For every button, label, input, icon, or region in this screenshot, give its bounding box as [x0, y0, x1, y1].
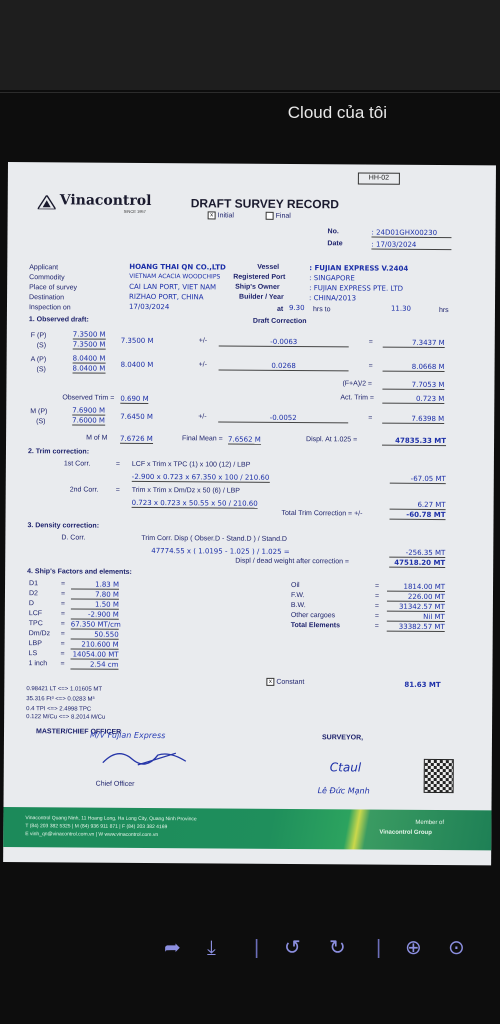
- footer-group: Vinacontrol Group: [379, 829, 432, 836]
- factor-value: 7.80 M: [71, 590, 119, 599]
- date-label: Date: [327, 240, 343, 248]
- ship-factors-list: [8, 162, 496, 165]
- builder-label: Builder / Year: [239, 293, 284, 301]
- constant-item: [266, 678, 304, 686]
- displ-after-label: Displ / dead weight after correction =: [235, 557, 350, 566]
- header-divider: [0, 92, 500, 93]
- a-corrected: 8.0668 M: [383, 363, 445, 372]
- mp-label: M (P): [30, 408, 48, 416]
- rotate-icon[interactable]: ↺: [284, 937, 301, 959]
- element-equals: =: [374, 592, 380, 600]
- brand-since: SINCE 1957: [123, 208, 146, 214]
- element-equals: =: [374, 622, 379, 630]
- act-trim-label: Act. Trim =: [340, 394, 375, 402]
- conversion-3: 0.4 TPI <=> 2.4998 TPC: [26, 706, 92, 713]
- factor-equals: =: [60, 600, 66, 608]
- factor-key: D: [28, 600, 35, 608]
- factor-equals: =: [60, 610, 65, 618]
- vessel-value: : FUJIAN EXPRESS V.2404: [309, 264, 409, 273]
- download-icon[interactable]: ⤓: [207, 937, 216, 959]
- place-label: Place of survey: [29, 284, 78, 292]
- element-equals: =: [374, 602, 380, 610]
- qr-code-icon: [424, 759, 454, 793]
- factor-key: 1 inch: [28, 660, 48, 668]
- factor-value: -2.900 M: [71, 610, 119, 619]
- factor-value: 1.83 M: [71, 580, 119, 589]
- mofm-label: M of M: [86, 434, 108, 442]
- factor-key: D1: [29, 580, 39, 588]
- refresh-icon[interactable]: ↻: [329, 937, 346, 959]
- density-correction-heading: 3. Density correction:: [27, 522, 100, 530]
- toolbar-divider-2: |: [376, 937, 382, 959]
- first-correction-label: 1st Corr.: [63, 460, 91, 468]
- fs-value: 7.3500 M: [72, 340, 106, 349]
- document-title: DRAFT SURVEY RECORD: [190, 196, 340, 212]
- element-equals: =: [374, 612, 379, 620]
- total-trim-label: Total Trim Correction = +/-: [281, 509, 363, 518]
- observed-draft-heading: 1. Observed draft:: [28, 316, 89, 324]
- factor-equals: =: [61, 580, 66, 588]
- footer-phones: T (84) 203 382 5325 | M (84) 936 911 871 | F (84) 203 382 4169: [25, 823, 168, 831]
- factor-equals: =: [60, 590, 66, 598]
- element-key: B.W.: [290, 601, 306, 610]
- factor-value: 210.600 M: [71, 640, 119, 649]
- as-label: (S): [36, 366, 46, 374]
- factor-equals: =: [60, 620, 65, 628]
- element-value: 226.00 MT: [387, 593, 445, 602]
- element-key: Oil: [291, 581, 300, 590]
- toolbar-divider: |: [254, 937, 260, 959]
- ap-value: 8.0400 M: [72, 354, 106, 363]
- no-value: : 24D01GHX00230: [371, 229, 451, 239]
- observed-trim-value: 0.690 M: [120, 394, 149, 403]
- inspection-value: 17/03/2024: [128, 302, 170, 312]
- constant-value: 81.63 MT: [404, 680, 441, 690]
- ship-factors-heading: 4. Ship's Factors and elements:: [27, 568, 132, 576]
- m-corrected: 7.6398 M: [382, 415, 444, 424]
- factor-key: TPC: [28, 620, 43, 628]
- fp-value: 7.3500 M: [72, 330, 106, 339]
- vinacontrol-logo-icon: [38, 195, 56, 209]
- second-correction-values: 0.723 x 0.723 x 50.55 x 50 / 210.60: [131, 498, 258, 508]
- f-corrected: 7.3437 M: [383, 339, 445, 348]
- hrs-to-label: hrs to: [312, 306, 331, 314]
- at-value: 9.30: [288, 303, 305, 313]
- as-value: 8.0400 M: [72, 364, 106, 373]
- vessel-label: Vessel: [257, 263, 280, 271]
- element-key: F.W.: [290, 591, 305, 600]
- footer-member: Member of: [415, 819, 445, 827]
- date-value: : 17/03/2024: [371, 241, 451, 251]
- port-value: : SINGAPORE: [309, 274, 355, 283]
- doc-id-box: HH-02: [358, 172, 400, 184]
- footer-email: E vinh_qn@vinacontrol.com.vn | W www.vinacontrol.com.vn: [25, 831, 159, 839]
- commodity-label: Commodity: [29, 274, 65, 282]
- port-label: Registered Port: [233, 273, 286, 281]
- first-correction-values: -2.900 x 0.723 x 67.350 x 100 / 210.60: [131, 472, 270, 482]
- density-values: 47774.55 x ( 1.0195 - 1.025 ) / 1.025 =: [151, 547, 290, 556]
- constant-checkbox: x: [266, 678, 274, 686]
- checkbox-final-box: [266, 212, 274, 220]
- f-mean: 7.3500 M: [120, 336, 154, 346]
- factor-key: LBP: [28, 640, 42, 648]
- mp-value: 7.6900 M: [72, 406, 106, 415]
- surveyor-label: SURVEYOR,: [321, 734, 364, 742]
- first-correction-header: LCF x Trim x TPC (1) x 100 (12) / LBP: [131, 460, 251, 469]
- displ-after-value: 47518.20 MT: [389, 559, 445, 568]
- conversion-1: 0.98421 LT <=> 1.01605 MT: [26, 686, 103, 693]
- constant-label: Constant: [276, 678, 305, 686]
- element-key: Total Elements: [290, 621, 341, 630]
- factor-equals: =: [60, 650, 65, 658]
- trim-correction-heading: 2. Trim correction:: [27, 448, 90, 456]
- place-value: CAI LAN PORT, VIET NAM: [129, 282, 217, 292]
- fa2-value: 7.7053 M: [382, 381, 444, 390]
- master-signature: [98, 741, 198, 772]
- surveyor-name: Lê Đức Mạnh: [317, 786, 370, 796]
- a-mean: 8.0400 M: [120, 360, 154, 370]
- second-correction-header: Trim x Trim x Dm/Dz x 50 (6) / LBP: [131, 486, 240, 495]
- applicant-value: HOANG THAI QN CO.,LTD: [129, 262, 226, 272]
- f-correction: -0.0063: [219, 337, 349, 347]
- destination-value: RIZHAO PORT, CHINA: [129, 292, 204, 302]
- checkbox-initial: [208, 211, 234, 219]
- owner-label: Ship's Owner: [235, 283, 280, 291]
- density-result: -256.35 MT: [389, 549, 445, 558]
- share-icon[interactable]: ➦: [164, 937, 181, 959]
- factor-value: 50.550: [71, 630, 119, 639]
- fa2-label: (F+A)/2 =: [342, 380, 373, 388]
- fp-label: F (P): [30, 332, 47, 340]
- act-trim-value: 0.723 M: [382, 395, 444, 404]
- checkbox-initial-label: Initial: [217, 212, 234, 220]
- element-value: 1814.00 MT: [387, 583, 445, 592]
- at-label: at: [276, 305, 284, 313]
- builder-value: : CHINA/2013: [309, 294, 357, 303]
- element-value: 33382.57 MT: [387, 623, 445, 632]
- checkbox-final: [266, 212, 291, 220]
- factor-key: LCF: [28, 610, 43, 618]
- displ-label: Displ. At 1.025 =: [306, 436, 358, 444]
- no-label: No.: [327, 228, 339, 236]
- owner-value: : FUJIAN EXPRESS PTE. LTD: [309, 284, 404, 293]
- draft-survey-document: HH-02 Vinacontrol SINCE 1957 DRAFT SURVEY RECORD x Initial Final No. : 24D01GHX00230 Date : 17/03/2024 Applicant Commodity Place of survey Destination Inspection on HOANG THAI QN CO.,LTD VIETNAM ACACIA WOODCHIPS CAI LAN PORT, VIET NAM RIZHAO PORT, CHINA 17/03/2024 Vessel Registered Port Ship's Owner Builder / Year : FUJIAN EXPRESS V.2404 : SINGAPORE : FUJIAN EXPRESS PTE. LTD : CHINA/2013 at 9.30 hrs to 11.30 hrs 1. Observed draft: Draft Correction F (P) (S) 7.3500 M 7.3500 M 7.3500 M +/- -0.0063 = 7.3437 M A (P) (S) 8.0400 M 8.0400 M 8.0400 M +/- 0.0268 = 8.0668 M (F+A)/2 = 7.7053 M Observed Trim = 0.690 M Act. Trim = 0.723 M M (P) (S) 7.6900 M 7.6000 M 7.6450 M +/- -0.0052 = 7.6398 M M of M 7.6726 M Final Mean = 7.6562 M Displ. At 1.025 = 47835.33 MT 2. Trim correction: 1st Corr. = LCF x Trim x TPC (1) x 100 (12) / LBP -2.900 x 0.723 x 67.350 x 100 / 210.60 -67.05 MT 2nd Corr. = Trim x Trim x Dm/Dz x 50 (6) / LBP 0.723 x 0.723 x 50.55 x 50 / 210.60 6.27 MT Total Trim Correction = +/- -60.78 MT 3. Density correction: D. Corr. Trim Corr. Disp ( Obser.D - Stand.D ) / Stand.D 47774.55 x ( 1.0195 - 1.025 ) / 1.025 = -256.35 MT Displ / dead weight after correction = 47518.20 MT 4. Ship's Factors and elements: x Constant 81.63 MT 0.98421 LT <=> 1.01605 MT 35.316 Ft³ <=> 0.0283 M³ 0.4 TPI <=> 2.4998 TPC 0.122 M/Cu <=> 8.2014 M/Cu MASTER/CHIEF OFFICER M/V Fujian Express Chief Officer SURVEYOR, Ctaul Lê Đức Mạnh Vinacontrol Quang Ninh, 11 Hoang Long, Ha Long City, Quang Ninh Province T (84) 203 382 5325 | M (84) 936 911 871 | F (84) 203 382 4169 E vinh_qn@vinacontrol.com.vn | W www.vinacontrol.com.vn Member of Vinacontrol Group D1 = 1.83 M D2 = 7.80 M D = 1.50 M LCF = -2.900 M TPC = 67.350 MT/cm Dm/Dz = 50.550 LBP = 210.600 M LS = 14054.00 MT 1 inch = 2.54 cm Oil = 1814.00 MT F.W. = 226.00 MT B.W. = 31342.57 MT Other cargoes = Nil MT Total Elements = 33382.57 MT: [3, 162, 496, 865]
- m-mean: 7.6450 M: [120, 412, 154, 422]
- factor-value: 2.54 cm: [70, 660, 118, 669]
- applicant-label: Applicant: [29, 264, 59, 272]
- zoom-reset-icon[interactable]: ⊙: [448, 937, 465, 959]
- ap-label: A (P): [30, 356, 47, 364]
- factor-key: Dm/Dz: [28, 630, 51, 638]
- draft-correction-heading: Draft Correction: [252, 317, 307, 326]
- factor-key: LS: [28, 650, 38, 658]
- ship-elements-list: [8, 162, 496, 165]
- chief-officer-label: Chief Officer: [95, 780, 135, 788]
- displ-value: 47835.33 MT: [382, 437, 446, 446]
- final-mean-label: Final Mean =: [182, 435, 223, 443]
- d-corr-label: D. Corr.: [61, 534, 86, 542]
- factor-equals: =: [60, 660, 65, 668]
- element-value: 31342.57 MT: [387, 603, 445, 612]
- commodity-value: VIETNAM ACACIA WOODCHIPS: [129, 272, 221, 281]
- factor-equals: =: [60, 630, 65, 638]
- viewer-toolbar: [0, 910, 500, 990]
- brand-name: Vinacontrol: [59, 192, 152, 210]
- conversion-4: 0.122 M/Cu <=> 8.2014 M/Cu: [26, 714, 106, 721]
- to-value: 11.30: [390, 304, 412, 313]
- mofm-value: 7.6726 M: [120, 434, 153, 444]
- final-mean-value: 7.6562 M: [228, 435, 261, 444]
- density-header: Trim Corr. Disp ( Obser.D - Stand.D ) / Stand.D: [141, 534, 288, 543]
- master-label: MASTER/CHIEF OFFICER: [35, 728, 122, 736]
- checkbox-initial-box: x: [208, 211, 216, 219]
- top-status-area: [0, 0, 500, 90]
- factor-equals: =: [60, 640, 65, 648]
- a-correction: 0.0268: [219, 361, 349, 371]
- inspection-label: Inspection on: [28, 304, 71, 312]
- checkbox-final-label: Final: [275, 212, 291, 220]
- destination-label: Destination: [29, 294, 65, 302]
- element-key: Other cargoes: [290, 611, 336, 620]
- factor-key: D2: [28, 590, 38, 598]
- document-footer: [3, 807, 495, 850]
- conversion-2: 35.316 Ft³ <=> 0.0283 M³: [26, 696, 95, 703]
- ms-label: (S): [36, 418, 46, 426]
- fs-label: (S): [36, 342, 47, 350]
- second-correction-result: 6.27 MT: [390, 501, 446, 510]
- second-correction-label: 2nd Corr.: [69, 486, 99, 494]
- surveyor-signature: Ctaul: [329, 760, 362, 775]
- element-equals: =: [375, 582, 380, 590]
- factor-value: 14054.00 MT: [71, 650, 119, 659]
- total-trim-value: -60.78 MT: [390, 511, 446, 520]
- first-correction-result: -67.05 MT: [390, 475, 446, 484]
- element-value: Nil MT: [387, 613, 445, 622]
- footer-address: Vinacontrol Quang Ninh, 11 Hoang Long, Ha Long City, Quang Ninh Province: [25, 815, 197, 823]
- factor-value: 67.350 MT/cm: [70, 620, 121, 629]
- hrs-label: hrs: [438, 307, 449, 315]
- page-title: Cloud của tôi: [287, 103, 387, 122]
- m-correction: -0.0052: [218, 413, 348, 423]
- observed-trim-label: Observed Trim =: [62, 394, 115, 402]
- zoom-in-icon[interactable]: ⊕: [405, 937, 422, 959]
- ms-value: 7.6000 M: [72, 416, 105, 425]
- factor-value: 1.50 M: [71, 600, 119, 609]
- ship-stamp: M/V Fujian Express: [89, 730, 166, 741]
